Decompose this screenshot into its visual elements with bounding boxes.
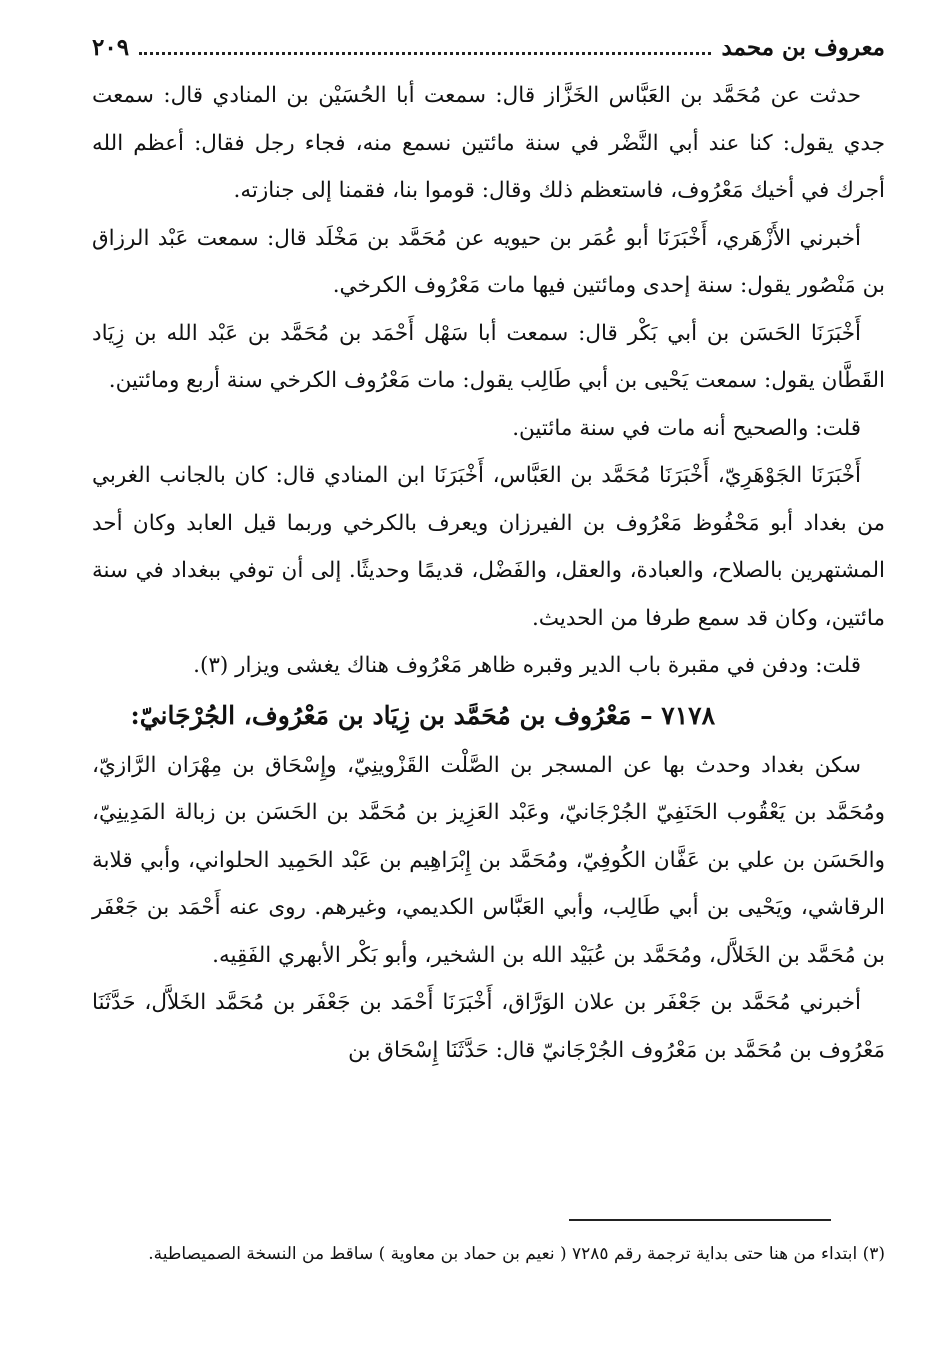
footnote-divider [569, 1219, 831, 1221]
page-header [92, 28, 885, 72]
paragraph: سكن بغداد وحدث بها عن المسجر بن الصَّلْت القَزْوينِيّ، وإِسْحَاق بن مِهْرَان الرَّازيّ، ومُحَمَّد بن يَعْقُوب الحَنَفِيّ الجُرْجَانيّ، وعَبْد العَزِيز بن مُحَمَّد بن الحَسَن بن زبالة المَدِينِيّ، والحَسَن بن علي بن عَفَّان الكُوفِيّ، ومُحَمَّد بن إِبْرَاهِيم بن عَبْد الحَمِيد الحلواني، وأبي قلابة الرقاشي، ويَحْيى بن أبي طَالِب، وأبي العَبَّاس الكديمي، وغيرهم. روى عنه أَحْمَد بن جَعْفَر بن مُحَمَّد بن الخَلاَّل، ومُحَمَّد بن عُبَيْد الله بن الشخير، وأبو بَكْر الأبهري الفَقِيه. [92, 752, 885, 968]
paragraph: أَخْبَرَنَا الجَوْهَرِيّ، أَخْبَرَنَا مُحَمَّد بن العَبَّاس، أَخْبَرَنَا ابن المنادي قال: كان بالجانب الغربي من بغداد أبو مَحْفُوظ مَعْرُوف بن الفيرزان ويعرف بالكرخي وربما قيل العابد وكان أحد المشتهرين بالصلاح، والعبادة، والعقل، والفَضْل، قديمًا وحديثًا. إلى أن توفي ببغداد في سنة مائتين، وكان قد سمع طرفا من الحديث. [92, 463, 885, 631]
main-text [92, 72, 885, 1074]
footnote: (٣) ابتداء من هنا حتى بداية ترجمة رقم ٧٢٨٥ ( نعيم بن حماد بن معاوية ) ساقط من النسخة الصميصاطية. [148, 1244, 885, 1264]
paragraph: قلت: ودفن في مقبرة باب الدير وقبره ظاهر مَعْرُوف هناك يغشى ويزار (٣). [193, 653, 861, 678]
paragraph: حدثت عن مُحَمَّد بن العَبَّاس الخَزَّاز قال: سمعت أبا الحُسَيْن بن المنادي قال: سمعت جدي يقول: كنا عند أبي النَّضْر في سنة مائتين نسمع منه، فجاء رجل فقال: أعظم الله أجرك في أخيك مَعْرُوف، فاستعظم ذلك وقال: قوموا بنا، فقمنا إلى جنازته. [92, 83, 885, 203]
page-number: ٢٠٩ [92, 34, 130, 61]
entry-heading: ٧١٧٨ – مَعْرُوف بن مُحَمَّد بن زِيَاد بن مَعْرُوف، الجُرْجَانيّ: [130, 700, 715, 730]
leader-dots [139, 30, 711, 55]
paragraph: أخبرني الأَزْهَري، أَخْبَرَنَا أبو عُمَر بن حيويه عن مُحَمَّد بن مَخْلَد قال: سمعت عَبْد الرزاق بن مَنْصُور يقول: سنة إحدى ومائتين فيها مات مَعْرُوف الكرخي. [92, 225, 885, 298]
paragraph: أخبرني مُحَمَّد بن جَعْفَر بن علان الوَرَّاق، أَخْبَرَنَا أَحْمَد بن جَعْفَر بن مُحَمَّد الخَلاَّل، حَدَّثَنَا مَعْرُوف بن مُحَمَّد بن مَعْرُوف الجُرْجَانيّ قال: حَدَّثَنَا إِسْحَاق بن [92, 990, 885, 1063]
paragraph: أَخْبَرَنَا الحَسَن بن أبي بَكْر قال: سمعت أبا سَهْل أَحْمَد بن مُحَمَّد بن عَبْد الله بن زِيَاد القَطَّان يقول: سمعت يَحْيى بن أبي طَالِب يقول: مات مَعْرُوف الكرخي سنة أربع ومائتين. [92, 320, 885, 393]
paragraph: قلت: والصحيح أنه مات في سنة مائتين. [512, 415, 861, 441]
running-title: معروف بن محمد [721, 34, 885, 61]
